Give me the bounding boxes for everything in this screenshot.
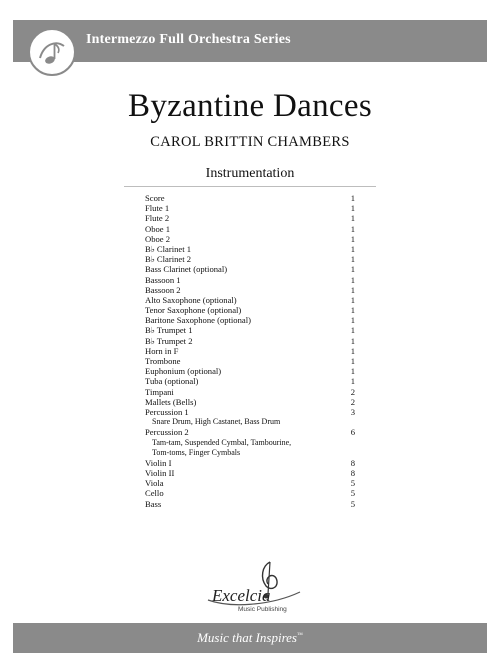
part-row: [145, 213, 355, 223]
part-count: 1: [350, 325, 355, 336]
part-row: [145, 224, 355, 234]
part-row: [145, 387, 355, 397]
part-name: Euphonium (optional): [145, 366, 222, 377]
part-row: [145, 478, 355, 488]
part-count: 1: [350, 264, 355, 275]
part-count: 2: [350, 386, 355, 397]
series-logo-icon: [28, 28, 76, 76]
part-count: 8: [350, 468, 355, 479]
part-row: [145, 254, 355, 264]
part-row: [145, 275, 355, 285]
part-count: 1: [350, 284, 355, 295]
part-count: 1: [350, 233, 355, 244]
part-name: Horn in F: [145, 345, 179, 356]
part-row: [145, 285, 355, 295]
part-row: [145, 407, 355, 417]
part-count: 3: [350, 406, 355, 417]
part-count: 1: [350, 213, 355, 224]
part-note: Tam-tam, Suspended Cymbal, Tambourine,: [152, 437, 292, 447]
part-row: [145, 325, 355, 335]
part-note: Tom-toms, Finger Cymbals: [152, 447, 241, 457]
trademark-mark: ™: [297, 632, 303, 639]
part-count: 1: [350, 274, 355, 285]
part-row: [145, 295, 355, 305]
part-name: B♭ Trumpet 2: [145, 335, 193, 346]
part-name: B♭ Trumpet 1: [145, 325, 193, 336]
part-name: Violin II: [145, 468, 175, 479]
part-count: 1: [350, 294, 355, 305]
part-row: [145, 336, 355, 346]
part-row: [145, 346, 355, 356]
part-name: Tenor Saxophone (optional): [145, 305, 242, 316]
part-name: Flute 1: [145, 203, 170, 214]
part-name: Bass Clarinet (optional): [145, 264, 228, 275]
piece-title: Byzantine Dances: [128, 88, 372, 124]
part-row: [145, 234, 355, 244]
part-name: B♭ Clarinet 1: [145, 243, 192, 254]
part-count: 1: [350, 366, 355, 377]
part-count: 1: [350, 345, 355, 356]
part-name: Alto Saxophone (optional): [145, 294, 237, 305]
part-note: Snare Drum, High Castanet, Bass Drum: [152, 417, 281, 427]
part-name: Trombone: [145, 356, 181, 366]
part-row: [145, 264, 355, 274]
part-name: Percussion 2: [145, 427, 189, 438]
part-name: Oboe 2: [145, 233, 171, 244]
part-count: 5: [350, 488, 355, 499]
part-name: Mallets (Bells): [145, 396, 197, 407]
part-row: [145, 244, 355, 254]
part-row: [145, 193, 355, 203]
part-row: [145, 366, 355, 376]
part-count: 1: [350, 315, 355, 326]
part-name: Cello: [145, 488, 164, 499]
part-count: 1: [350, 223, 355, 234]
part-row: [145, 499, 355, 509]
part-count: 1: [350, 356, 355, 366]
part-count: 2: [350, 396, 355, 407]
part-name: Bassoon 2: [145, 284, 181, 295]
part-name: Violin I: [145, 457, 172, 468]
part-row: [145, 356, 355, 366]
part-count: 1: [350, 243, 355, 254]
part-count: 5: [350, 498, 355, 509]
part-name: Viola: [145, 478, 164, 489]
part-row: [145, 427, 355, 437]
part-name: B♭ Clarinet 2: [145, 254, 192, 265]
publisher-name: Excelcia: [212, 586, 271, 605]
part-count: 1: [350, 305, 355, 316]
part-row: [145, 488, 355, 498]
part-name: Percussion 1: [145, 406, 189, 417]
part-count: 6: [350, 427, 355, 438]
publisher-subtitle: Music Publishing: [238, 606, 287, 613]
instrumentation-list: [145, 193, 355, 509]
part-name: Oboe 1: [145, 223, 171, 234]
part-row: [145, 305, 355, 315]
part-row: [145, 376, 355, 386]
part-count: 8: [350, 457, 355, 468]
part-row: [145, 203, 355, 213]
heading-divider: [124, 186, 376, 187]
part-name: Bass: [145, 498, 162, 509]
part-name: Tuba (optional): [145, 376, 199, 387]
part-name: Bassoon 1: [145, 274, 181, 285]
part-count: 1: [350, 335, 355, 346]
part-count: 1: [350, 376, 355, 387]
part-row: [145, 468, 355, 478]
series-title: Intermezzo Full Orchestra Series: [86, 32, 291, 47]
part-count: 5: [350, 478, 355, 489]
part-count: 1: [350, 193, 355, 203]
tagline-text: Music that Inspires: [197, 630, 297, 645]
instrumentation-heading: Instrumentation: [205, 166, 295, 181]
part-row: [145, 458, 355, 468]
footer-tagline: [0, 630, 500, 646]
part-name: Flute 2: [145, 213, 170, 224]
part-name: Score: [145, 193, 165, 203]
part-name: Timpani: [145, 386, 174, 397]
part-row: [145, 315, 355, 325]
part-row: [145, 397, 355, 407]
part-name: Baritone Saxophone (optional): [145, 315, 251, 326]
part-count: 1: [350, 254, 355, 265]
composer-name: CAROL BRITTIN CHAMBERS: [150, 134, 350, 150]
part-count: 1: [350, 203, 355, 214]
